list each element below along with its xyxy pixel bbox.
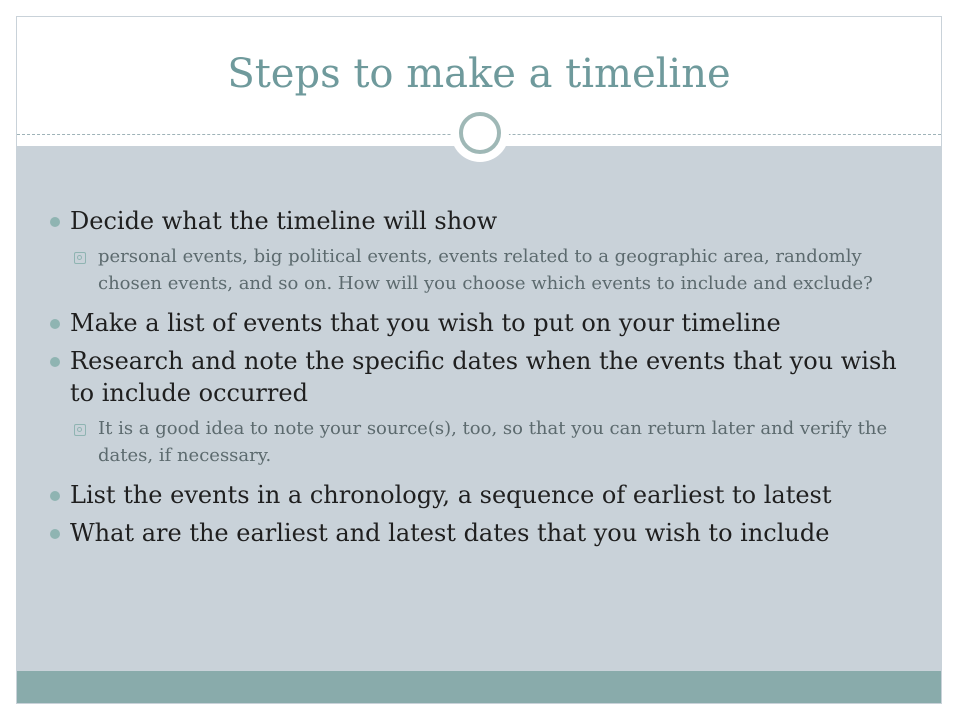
bullet-dot-icon: [50, 529, 60, 539]
sub-list-item-text: personal events, big political events, events related to a geographic area, randomly chosen events, and so on. How will you choose which events to include and exclude?: [98, 246, 873, 294]
list-item: [48, 479, 928, 511]
list-item: [48, 205, 928, 237]
sub-list-item: [48, 243, 928, 297]
sub-bullet-icon: [74, 252, 86, 264]
list-item: [48, 345, 928, 409]
list-item-text: Decide what the timeline will show: [70, 207, 498, 235]
list-item: [48, 307, 928, 339]
bullet-list: [48, 205, 928, 555]
list-item-text: List the events in a chronology, a sequence of earliest to latest: [70, 481, 832, 509]
footer-bar: [17, 671, 941, 703]
list-item-text: Research and note the specific dates when the events that you wish to include occurred: [70, 347, 897, 407]
bullet-dot-icon: [50, 357, 60, 367]
sub-list-item: [48, 415, 928, 469]
sub-bullet-icon: [74, 424, 86, 436]
bullet-dot-icon: [50, 491, 60, 501]
list-item-text: What are the earliest and latest dates that you wish to include: [70, 519, 830, 547]
sub-list-item-text: It is a good idea to note your source(s), too, so that you can return later and verify the dates, if necessary.: [98, 418, 888, 466]
bullet-dot-icon: [50, 319, 60, 329]
list-item: [48, 517, 928, 549]
slide-title: Steps to make a timeline: [227, 51, 731, 97]
circle-ornament-icon: [451, 104, 509, 162]
bullet-dot-icon: [50, 217, 60, 227]
list-item-text: Make a list of events that you wish to put on your timeline: [70, 309, 781, 337]
